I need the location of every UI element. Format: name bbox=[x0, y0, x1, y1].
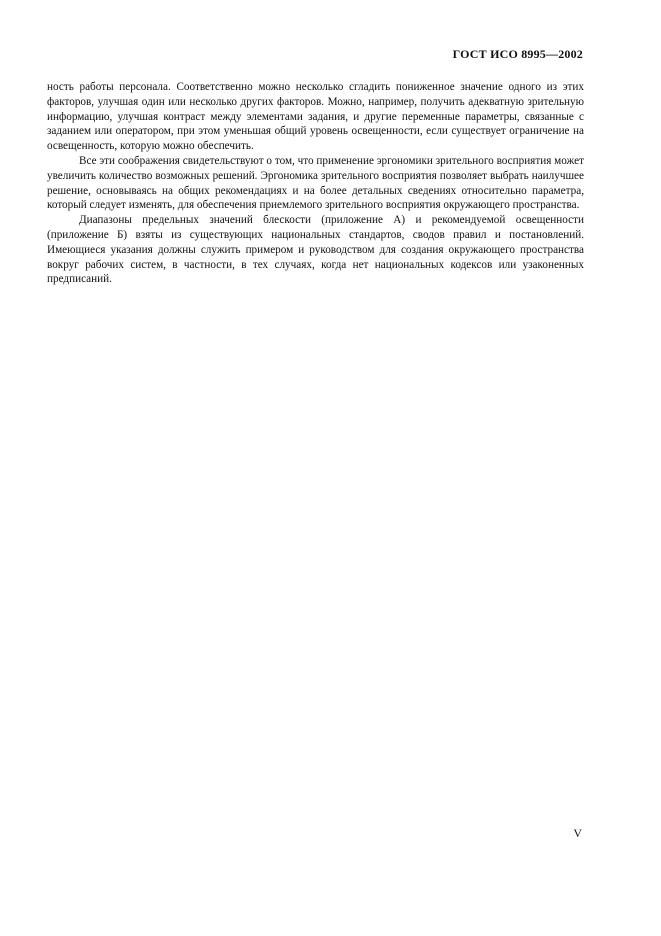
page-number: V bbox=[573, 826, 582, 840]
body-text bbox=[47, 80, 584, 287]
paragraph: Все эти соображения свидетельствуют о том, что применение эргономики зрительного восприятия может увеличить количество возможных решений. Эргономика зрительного восприятия позволяет выбрать наилучшее решение, основываясь на общих рекомендациях и на более детальных сведениях относительно параметра, который следует изменять, для обеспечения приемлемого зрительного восприятия окружающего пространства. bbox=[47, 154, 584, 212]
paragraph: Диапазоны предельных значений блескости (приложение А) и рекомендуемой освещенности (приложение Б) взяты из существующих национальных стандартов, сводов правил и постановлений. Имеющиеся указания должны служить примером и руководством для создания окружающего пространства вокруг рабочих систем, в частности, в тех случаях, когда нет национальных кодексов или узаконенных предписаний. bbox=[47, 214, 584, 286]
document-header: ГОСТ ИСО 8995—2002 bbox=[452, 47, 583, 61]
paragraph-continued: ность работы персонала. Соответственно можно несколько сгладить пониженное значение одного из этих факторов, улучшая один или несколько других факторов. Можно, например, получить адекватную зрительную информацию, улучшая контраст между элементами задания, и другие переменные параметры, связанные с заданием или оператором, при этом уменьшая общий уровень освещенности, если существует ограничение на освещенность, которую можно обеспечить. bbox=[47, 81, 584, 153]
